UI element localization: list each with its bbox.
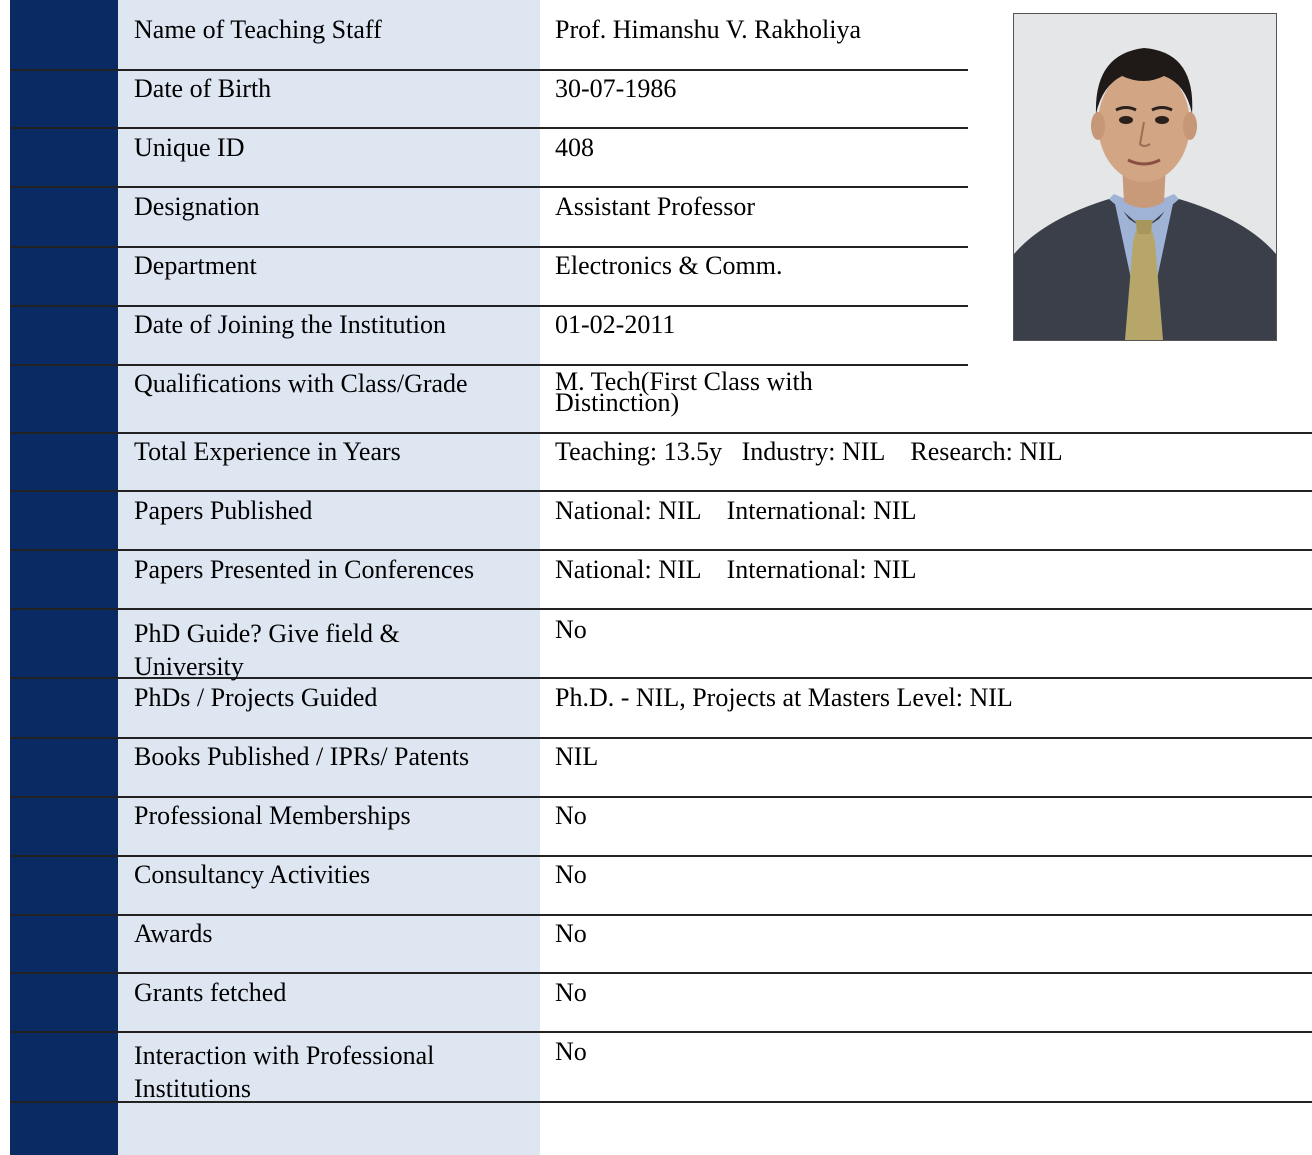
field-value-papers-published: National: NIL International: NIL bbox=[555, 496, 917, 525]
row-divider bbox=[10, 490, 1312, 492]
field-label-phd-guide: PhD Guide? Give field & University bbox=[134, 619, 400, 681]
field-label-papers-presented: Papers Presented in Conferences bbox=[134, 555, 475, 584]
row-divider bbox=[10, 608, 1312, 610]
field-label-interaction: Interaction with Professional Institutions bbox=[134, 1041, 435, 1103]
field-label-phds-guided: PhDs / Projects Guided bbox=[134, 683, 378, 712]
field-value-phds-guided: Ph.D. - NIL, Projects at Masters Level: NIL bbox=[555, 683, 1013, 712]
field-label-professional-memberships: Professional Memberships bbox=[134, 801, 411, 830]
row-divider bbox=[10, 972, 1312, 974]
row-divider bbox=[10, 737, 1312, 739]
field-label-date-of-birth: Date of Birth bbox=[134, 74, 272, 103]
field-value-interaction: No bbox=[555, 1037, 587, 1066]
field-value-awards: No bbox=[555, 919, 587, 948]
left-accent-bar bbox=[10, 0, 118, 1155]
row-divider bbox=[10, 246, 968, 248]
field-value-professional-memberships: No bbox=[555, 801, 587, 830]
field-value-date-of-birth: 30-07-1986 bbox=[555, 74, 677, 103]
field-label-grants: Grants fetched bbox=[134, 978, 287, 1007]
row-divider bbox=[10, 186, 968, 188]
row-divider bbox=[10, 855, 1312, 857]
field-label-papers-published: Papers Published bbox=[134, 496, 313, 525]
portrait-illustration bbox=[1014, 14, 1276, 340]
field-value-phd-guide: No bbox=[555, 615, 587, 644]
portrait-photo bbox=[1013, 13, 1277, 341]
field-label-books-published: Books Published / IPRs/ Patents bbox=[134, 742, 470, 771]
field-label-consultancy: Consultancy Activities bbox=[134, 860, 371, 889]
field-value-total-experience: Teaching: 13.5y Industry: NIL Research: NIL bbox=[555, 437, 1063, 466]
field-label-date-of-joining: Date of Joining the Institution bbox=[134, 310, 446, 339]
field-label-designation: Designation bbox=[134, 192, 260, 221]
field-value-grants: No bbox=[555, 978, 587, 1007]
field-value-qualifications: M. Tech(First Class with Distinction) bbox=[555, 367, 813, 417]
field-value-consultancy: No bbox=[555, 860, 587, 889]
row-divider bbox=[10, 796, 1312, 798]
field-label-total-experience: Total Experience in Years bbox=[134, 437, 401, 466]
field-label-qualifications: Qualifications with Class/Grade bbox=[134, 369, 468, 398]
row-divider bbox=[10, 69, 968, 71]
field-label-department: Department bbox=[134, 251, 257, 280]
field-value-unique-id: 408 bbox=[555, 133, 594, 162]
field-label-awards: Awards bbox=[134, 919, 213, 948]
field-value-papers-presented: National: NIL International: NIL bbox=[555, 555, 917, 584]
row-divider bbox=[10, 1031, 1312, 1033]
row-divider bbox=[10, 549, 1312, 551]
field-label-name: Name of Teaching Staff bbox=[134, 15, 382, 44]
field-value-designation: Assistant Professor bbox=[555, 192, 756, 221]
field-label-unique-id: Unique ID bbox=[134, 133, 245, 162]
field-value-books-published: NIL bbox=[555, 742, 599, 771]
field-value-department: Electronics & Comm. bbox=[555, 251, 783, 280]
row-divider bbox=[10, 305, 968, 307]
row-divider bbox=[10, 432, 1312, 434]
field-value-date-of-joining: 01-02-2011 bbox=[555, 310, 676, 339]
row-divider bbox=[10, 127, 968, 129]
row-divider bbox=[10, 914, 1312, 916]
field-value-name: Prof. Himanshu V. Rakholiya bbox=[555, 15, 861, 44]
row-divider bbox=[10, 364, 968, 366]
